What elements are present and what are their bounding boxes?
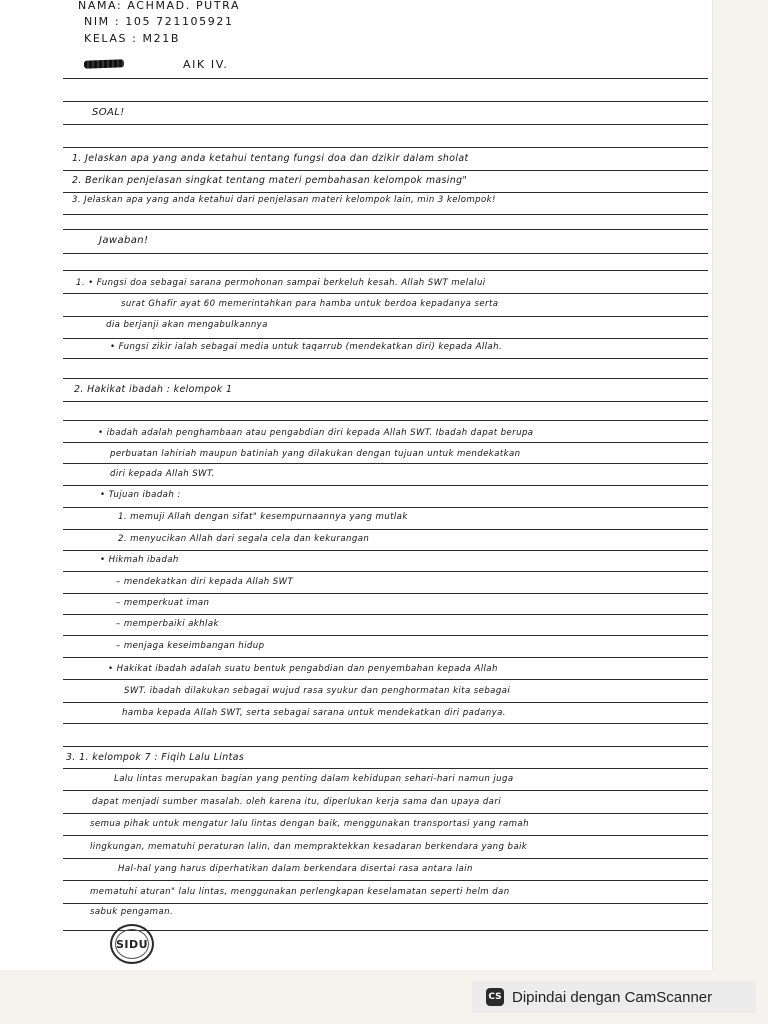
ruled-line <box>63 880 708 881</box>
ruled-line <box>63 293 708 294</box>
answer-1-line: 1. • Fungsi doa sebagai sarana permohonan sampai berkeluh kesah. Allah SWT melalui <box>76 278 486 288</box>
answer-2-line: – menjaga keseimbangan hidup <box>116 641 265 651</box>
ruled-line <box>63 790 708 791</box>
ruled-line <box>63 571 708 572</box>
student-nim: NIM : 105 721105921 <box>84 15 234 28</box>
question-2: 2. Berikan penjelasan singkat tentang materi pembahasan kelompok masing" <box>72 175 468 186</box>
student-class: KELAS : M21B <box>84 32 180 45</box>
ruled-line <box>63 679 708 680</box>
answer-2-line: – memperkuat iman <box>116 598 210 608</box>
answer-2-line: • ibadah adalah penghambaan atau pengabdian diri kepada Allah SWT. Ibadah dapat berupa <box>98 428 534 438</box>
answer-3-line: lingkungan, mematuhi peraturan lalin, dan mempraktekkan kesadaran berkendara yang baik <box>90 842 528 852</box>
answer-3-line: Hal-hal yang harus diperhatikan dalam berkendara disertai rasa antara lain <box>118 864 473 874</box>
answer-2-line: – memperbaiki akhlak <box>116 619 219 629</box>
answer-2-line: – mendekatkan diri kepada Allah SWT <box>116 577 294 587</box>
answer-2-line: SWT. ibadah dilakukan sebagai wujud rasa syukur dan penghormatan kita sebagai <box>124 686 511 696</box>
ruled-line <box>63 657 708 658</box>
ruled-line <box>63 253 708 254</box>
ruled-line <box>63 229 708 230</box>
camscanner-icon: CS <box>486 988 504 1006</box>
sidu-logo-text: SIDU <box>115 937 149 951</box>
question-3: 3. Jelaskan apa yang anda ketahui dari penjelasan materi kelompok lain, min 3 kelompok! <box>72 195 496 205</box>
ruled-line <box>63 485 708 486</box>
ruled-line <box>63 529 708 530</box>
answer-1-line: surat Ghafir ayat 60 memerintahkan para hamba untuk berdoa kepadanya serta <box>121 299 499 309</box>
ruled-line <box>63 442 708 443</box>
ruled-line <box>63 858 708 859</box>
sidu-logo-stamp <box>110 924 154 964</box>
answer-3-line: mematuhi aturan" lalu lintas, menggunakan perlengkapan keselamatan seperti helm dan <box>90 887 510 897</box>
answer-2-line: 1. memuji Allah dengan sifat" kesempurnaannya yang mutlak <box>118 512 408 522</box>
ruled-line <box>63 746 708 747</box>
camscanner-text: Dipindai dengan CamScanner <box>512 988 713 1006</box>
answer-3-line: dapat menjadi sumber masalah. oleh karena itu, diperlukan kerja sama dan upaya dari <box>92 797 502 807</box>
ruled-line <box>63 378 708 379</box>
ruled-line <box>63 338 708 339</box>
ruled-line <box>63 702 708 703</box>
ruled-line <box>63 930 708 931</box>
answer-2-line: • Tujuan ibadah : <box>100 490 181 500</box>
ruled-line <box>63 358 708 359</box>
ruled-line <box>63 463 708 464</box>
ruled-line <box>63 316 708 317</box>
ruled-line <box>63 170 708 171</box>
ruled-line <box>63 723 708 724</box>
jawaban-heading: Jawaban! <box>99 235 149 246</box>
camscanner-watermark <box>472 981 756 1013</box>
crossed-out-scribble <box>84 59 124 68</box>
student-name: NAMA: ACHMAD. PUTRA <box>78 0 241 12</box>
answer-3-line: Lalu lintas merupakan bagian yang penting dalam kehidupan sehari-hari namun juga <box>114 774 514 784</box>
answer-1-line: dia berjanji akan mengabulkannya <box>106 320 268 330</box>
ruled-line <box>63 192 708 193</box>
ruled-line <box>63 420 708 421</box>
answer-2-line: hamba kepada Allah SWT, serta sebagai sarana untuk mendekatkan diri padanya. <box>122 708 506 718</box>
answer-2-line: • Hakikat ibadah adalah suatu bentuk pengabdian dan penyembahan kepada Allah <box>108 664 498 674</box>
ruled-line <box>63 835 708 836</box>
answer-3-line: sabuk pengaman. <box>90 907 174 917</box>
answer-1-line: • Fungsi zikir ialah sebagai media untuk taqarrub (mendekatkan diri) kepada Allah. <box>110 342 503 352</box>
soal-heading: SOAL! <box>92 107 125 118</box>
ruled-line <box>63 101 708 102</box>
answer-2-line: perbuatan lahiriah maupun batiniah yang dilakukan dengan tujuan untuk mendekatkan <box>110 449 521 459</box>
ruled-line <box>63 635 708 636</box>
ruled-line <box>63 147 708 148</box>
ruled-line <box>63 78 708 79</box>
ruled-line <box>63 270 708 271</box>
ruled-line <box>63 214 708 215</box>
ruled-line <box>63 903 708 904</box>
ruled-line <box>63 401 708 402</box>
subject-title: AIK IV. <box>183 58 229 71</box>
answer-2-heading: 2. Hakikat ibadah : kelompok 1 <box>74 384 233 395</box>
answer-2-line: 2. menyucikan Allah dari segala cela dan kekurangan <box>118 534 370 544</box>
answer-3-line: semua pihak untuk mengatur lalu lintas dengan baik, menggunakan transportasi yang ramah <box>90 819 529 829</box>
ruled-line <box>63 813 708 814</box>
ruled-line <box>63 507 708 508</box>
ruled-line <box>63 124 708 125</box>
ruled-line <box>63 550 708 551</box>
question-1: 1. Jelaskan apa yang anda ketahui tentang fungsi doa dan dzikir dalam sholat <box>72 153 469 164</box>
answer-2-line: diri kepada Allah SWT. <box>110 469 215 479</box>
ruled-line <box>63 768 708 769</box>
ruled-line <box>63 593 708 594</box>
answer-2-line: • Hikmah ibadah <box>100 555 179 565</box>
ruled-line <box>63 614 708 615</box>
answer-3-heading: 3. 1. kelompok 7 : Fiqih Lalu Lintas <box>66 752 245 763</box>
